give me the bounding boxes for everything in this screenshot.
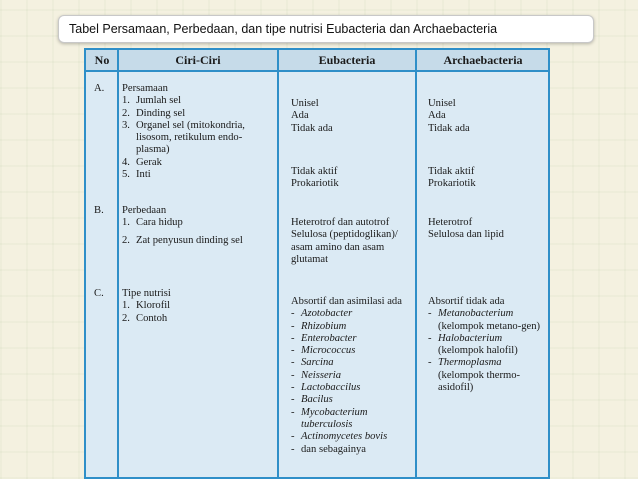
list-item: - dan sebagainya (291, 443, 367, 455)
column-divider (415, 50, 417, 477)
cell-value: Tidak ada (428, 122, 470, 134)
cell-value: Heterotrof (428, 217, 473, 228)
list-item: - Sarcina (291, 357, 334, 369)
list-item: - Actinomycetes bovis (291, 431, 388, 443)
cell-value: Tidak ada (291, 122, 333, 134)
list-item: 3. Organel sel (mitokondria, lisosom, retikulum endo-plasma) (122, 119, 245, 156)
list-item: - Rhizobium (291, 320, 347, 332)
section-b-archaebacteria (428, 217, 548, 242)
section-a-no: A. (94, 83, 105, 94)
section-c-eubacteria (291, 296, 415, 456)
section-b (122, 205, 274, 247)
list-item: - Azotobacter (291, 308, 353, 320)
cell-value: Selulosa (peptidoglikan)/ asam amino dan asam glutamat (291, 229, 398, 265)
list-item: 4. Gerak (122, 156, 162, 168)
list-item: - Thermoplasma (kelompok thermo-asidofil) (428, 357, 521, 394)
cell-value: Ada (291, 110, 309, 122)
section-a-eubacteria-2 (291, 166, 339, 191)
section-b-eubacteria (291, 217, 413, 266)
list-item: 1. Klorofil (122, 300, 171, 312)
cell-value: Unisel (291, 98, 319, 109)
header-no: No (86, 50, 118, 72)
section-a (122, 83, 272, 181)
header-eubacteria: Eubacteria (278, 50, 416, 72)
cell-value: Unisel (428, 98, 456, 109)
list-item: - Enterobacter (291, 332, 357, 344)
header-archaebacteria: Archaebacteria (416, 50, 550, 72)
list-item: - Mycobacterium tuberculosis (291, 406, 368, 430)
column-divider (117, 50, 119, 477)
section-a-archaebacteria-2 (428, 166, 476, 191)
cell-value: Absortif dan asimilasi ada (291, 296, 402, 307)
comparison-table (84, 48, 550, 479)
cell-value: Tidak aktif (428, 166, 475, 177)
section-c-title: Tipe nutrisi (122, 288, 171, 299)
list-item: 2. Zat penyusun dinding sel (122, 234, 243, 246)
list-item: 1. Cara hidup (122, 217, 183, 229)
section-c (122, 288, 272, 325)
section-a-title: Persamaan (122, 83, 168, 94)
cell-value: Prokariotik (428, 178, 476, 190)
list-item: 5. Inti (122, 169, 151, 181)
header-ciri: Ciri-Ciri (118, 50, 278, 72)
section-a-archaebacteria (428, 98, 470, 135)
list-item: - Lactobaccilus (291, 382, 361, 394)
column-divider (277, 50, 279, 477)
section-c-archaebacteria (428, 296, 548, 394)
cell-value: Ada (428, 110, 446, 122)
cell-value: Absortif tidak ada (428, 296, 505, 307)
section-a-eubacteria (291, 98, 333, 135)
list-item: - Metanobacterium (kelompok metano-gen) (428, 308, 541, 332)
cell-value: Selulosa dan lipid (428, 229, 504, 241)
section-b-no: B. (94, 205, 104, 216)
list-item: 2. Contoh (122, 312, 168, 324)
cell-value: Heterotrof dan autotrof (291, 217, 390, 228)
cell-value: Tidak aktif (291, 166, 338, 177)
list-item: - Halobacterium (kelompok halofil) (428, 332, 518, 357)
list-item: 2. Dinding sel (122, 107, 186, 119)
cell-value: Prokariotik (291, 178, 339, 190)
list-item: - Neisseria (291, 369, 342, 381)
list-item: - Micrococcus (291, 345, 356, 357)
slide-title: Tabel Persamaan, Perbedaan, dan tipe nutrisi Eubacteria dan Archaebacteria (69, 22, 498, 36)
list-item: 1. Jumlah sel (122, 95, 182, 107)
section-b-title: Perbedaan (122, 205, 167, 216)
title-box (58, 15, 594, 43)
section-c-no: C. (94, 288, 104, 299)
list-item: - Bacilus (291, 394, 333, 406)
